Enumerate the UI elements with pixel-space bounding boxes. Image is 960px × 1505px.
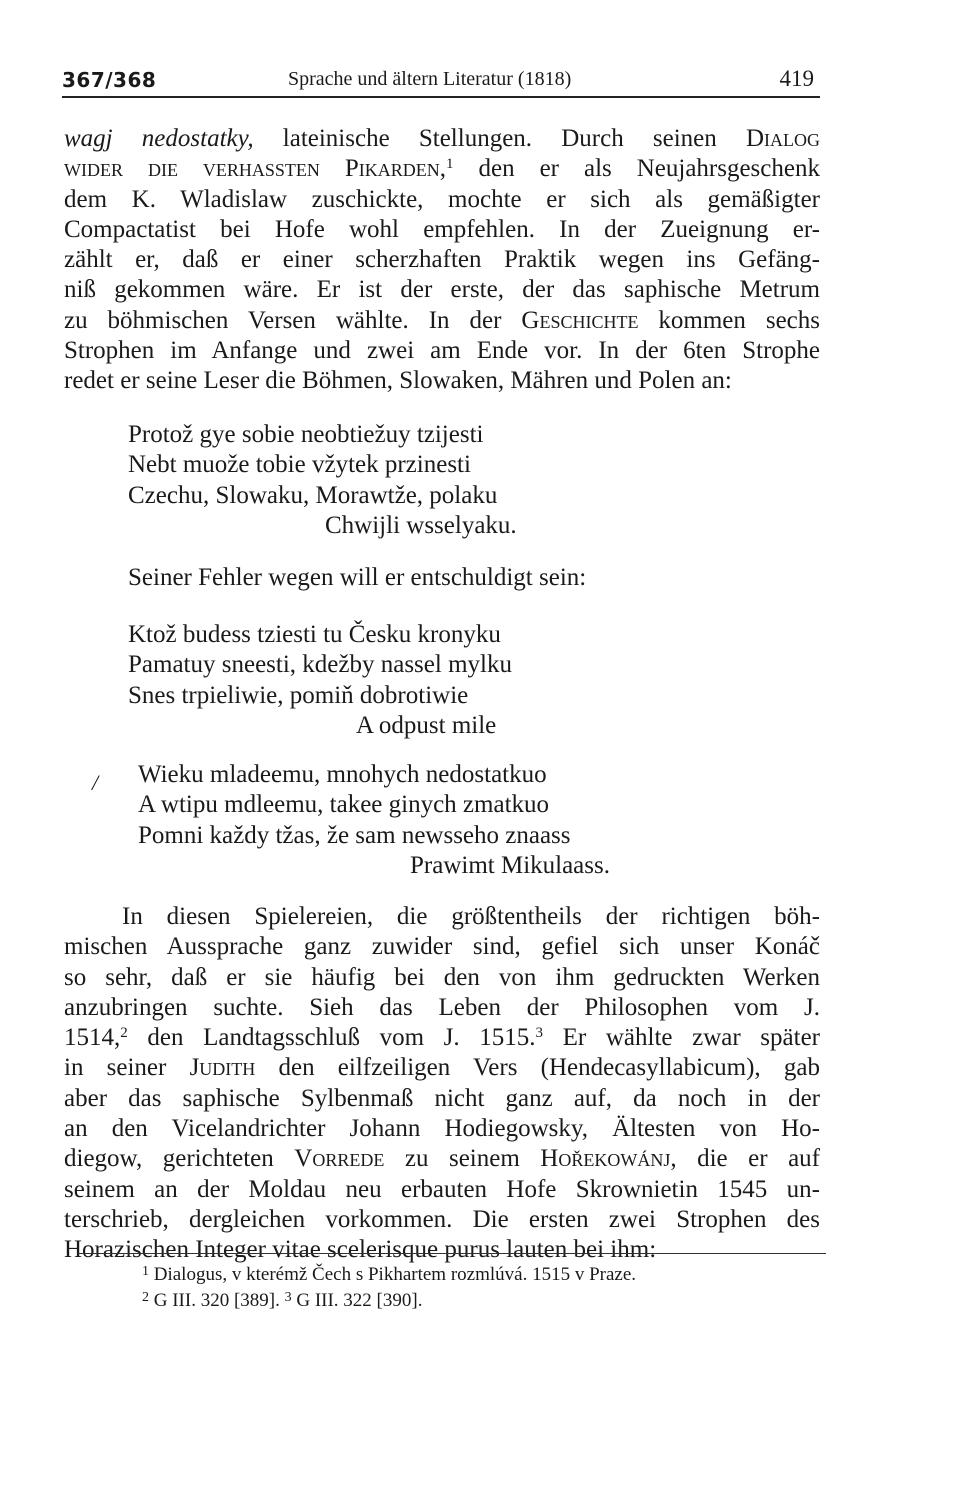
running-head (62, 62, 820, 98)
footnote-mark: 2 (142, 1290, 149, 1305)
margin-pencil-mark: / (92, 770, 99, 795)
work-title: Dialog (745, 125, 820, 152)
footnote-ref: 2 (120, 1025, 128, 1042)
text-line (64, 154, 820, 184)
verse-line: Wieku mladeemu, mnohych nedostatkuo (138, 761, 547, 788)
verse-line: Ktož budess tziesti tu Česku kronyku (128, 621, 501, 648)
verse-line: Czechu, Slowaku, Morawtže, polaku (128, 481, 498, 509)
work-title: wider die verhaßten Pikarden, (64, 155, 447, 183)
text-line: Strophen im Anfange und zwei am Ende vor. In der 6ten Strophe (64, 337, 820, 365)
footnote-text: Dialogus, v kterémž Čech s Pikhartem rozmlúvá. 1515 v Praze. (149, 1264, 637, 1285)
work-title: Judith (189, 1054, 256, 1082)
verse-line: Nebt muože tobie vžytek przinesti (128, 451, 471, 479)
text-line: so sehr, daß er sie häufig bei den von ihm gedruckten Werken (64, 963, 820, 991)
verse-intro: Seiner Fehler wegen will er entschuldigt sein: (128, 564, 587, 591)
text-span: Er wählte zwar später (543, 1024, 821, 1052)
text-line: zählt er, daß er einer scherzhaften Praktik wegen ins Gefäng- (64, 246, 820, 274)
text-span: zu seinem (384, 1145, 541, 1173)
text-line (64, 1023, 820, 1053)
footnote-divider (78, 1253, 826, 1254)
text-line: mischen Aussprache ganz zuwider sind, gefiel sich unser Konáč (64, 933, 820, 961)
verse-block-1 (128, 420, 517, 541)
work-title: Vorrede (294, 1145, 385, 1173)
verse-line: A wtipu mdleemu, takee ginych zmatkuo (138, 791, 550, 819)
text-line: dem K. Wladislaw zuschickte, mochte er sich als gemäßigter (64, 185, 820, 213)
footnote-text: G III. 322 [390]. (291, 1290, 423, 1311)
paragraph-2 (64, 902, 820, 1266)
footnotes (142, 1262, 832, 1314)
verse-line: Chwijli wsselyaku. (325, 511, 517, 539)
verse-line: Pomni každy tžas, že sam newsseho znaass (138, 821, 571, 849)
text-line: In diesen Spielereien, die größtentheils der richtigen böh- (122, 903, 820, 930)
text-line: terschrieb, dergleichen vorkommen. Die ersten zwei Strophen des (64, 1205, 820, 1233)
footnote-text: G III. 320 [389]. (149, 1290, 285, 1311)
footnote-2-3 (142, 1288, 832, 1314)
footnote-1 (142, 1262, 832, 1288)
verse-line: A odpust mile (356, 711, 497, 739)
verse-line: Snes trpieliwie, pomiň dobrotiwie (128, 681, 469, 709)
verse-block-2 (128, 620, 512, 741)
text-line: an den Vicelandrichter Johann Hodiegowsky, Ältesten von Ho- (64, 1115, 820, 1143)
text-span: zu böhmischen Versen wählte. In der (64, 306, 522, 334)
text-line (64, 306, 820, 336)
text-line (64, 1144, 820, 1174)
work-title: Hořekowánj, (540, 1145, 677, 1173)
text-line: seinem an der Moldau neu erbauten Hofe Skrownietin 1545 un- (64, 1175, 820, 1203)
page-number: 419 (779, 66, 814, 91)
italic-phrase: wagj nedostatky, (64, 125, 254, 152)
verse-line: Pamatuy sneesti, kdežby nassel mylku (128, 651, 512, 679)
text-span: diegow, gerichteten (64, 1145, 295, 1173)
footnote-mark: 3 (284, 1290, 292, 1305)
verse-block-3 (138, 760, 610, 881)
text-line: Horazischen Integer vitae scelerisque purus lauten bei ihm: (64, 1236, 657, 1264)
text-span: die er auf (676, 1145, 820, 1173)
running-title: Sprache und ältern Literatur (1818) (288, 68, 572, 90)
text-line: anzubringen suchte. Sieh das Leben der Philosophen vom J. (64, 993, 820, 1021)
text-line: Compactatist bei Hofe wohl empfehlen. In der Zueignung er- (64, 215, 820, 243)
text-span: den Landtagsschluß vom J. 1515. (127, 1024, 536, 1052)
text-line: aber das saphische Sylbenmaß nicht ganz auf, da noch in der (64, 1084, 820, 1112)
text-span: den er als Neujahrsgeschenk (453, 155, 820, 183)
text-line: redet er seine Leser die Böhmen, Slowaken, Mähren und Polen an: (64, 367, 732, 395)
footnote-mark: 1 (142, 1264, 149, 1279)
section-numbers: 367/368 (62, 68, 157, 92)
text-line: niß gekommen wäre. Er ist der erste, der das saphische Metrum (64, 276, 820, 304)
paragraph-1 (64, 124, 820, 397)
text-line (64, 124, 820, 154)
footnote-ref: 1 (446, 156, 454, 173)
text-span: lateinische Stellungen. Durch seinen (253, 125, 746, 152)
text-span: 1514, (64, 1024, 121, 1052)
verse-line: Protož gye sobie neobtiežuy tzijesti (128, 421, 484, 448)
text-span: in seiner (64, 1054, 190, 1082)
verse-line: Prawimt Mikulaass. (410, 851, 610, 879)
text-span: kommen sechs (638, 306, 821, 334)
text-span: den eilfzeiligen Vers (Hendecasyllabicum), gab (255, 1054, 820, 1082)
text-line (64, 1053, 820, 1083)
work-title: Geschichte (521, 306, 639, 334)
footnote-ref: 3 (535, 1025, 544, 1042)
